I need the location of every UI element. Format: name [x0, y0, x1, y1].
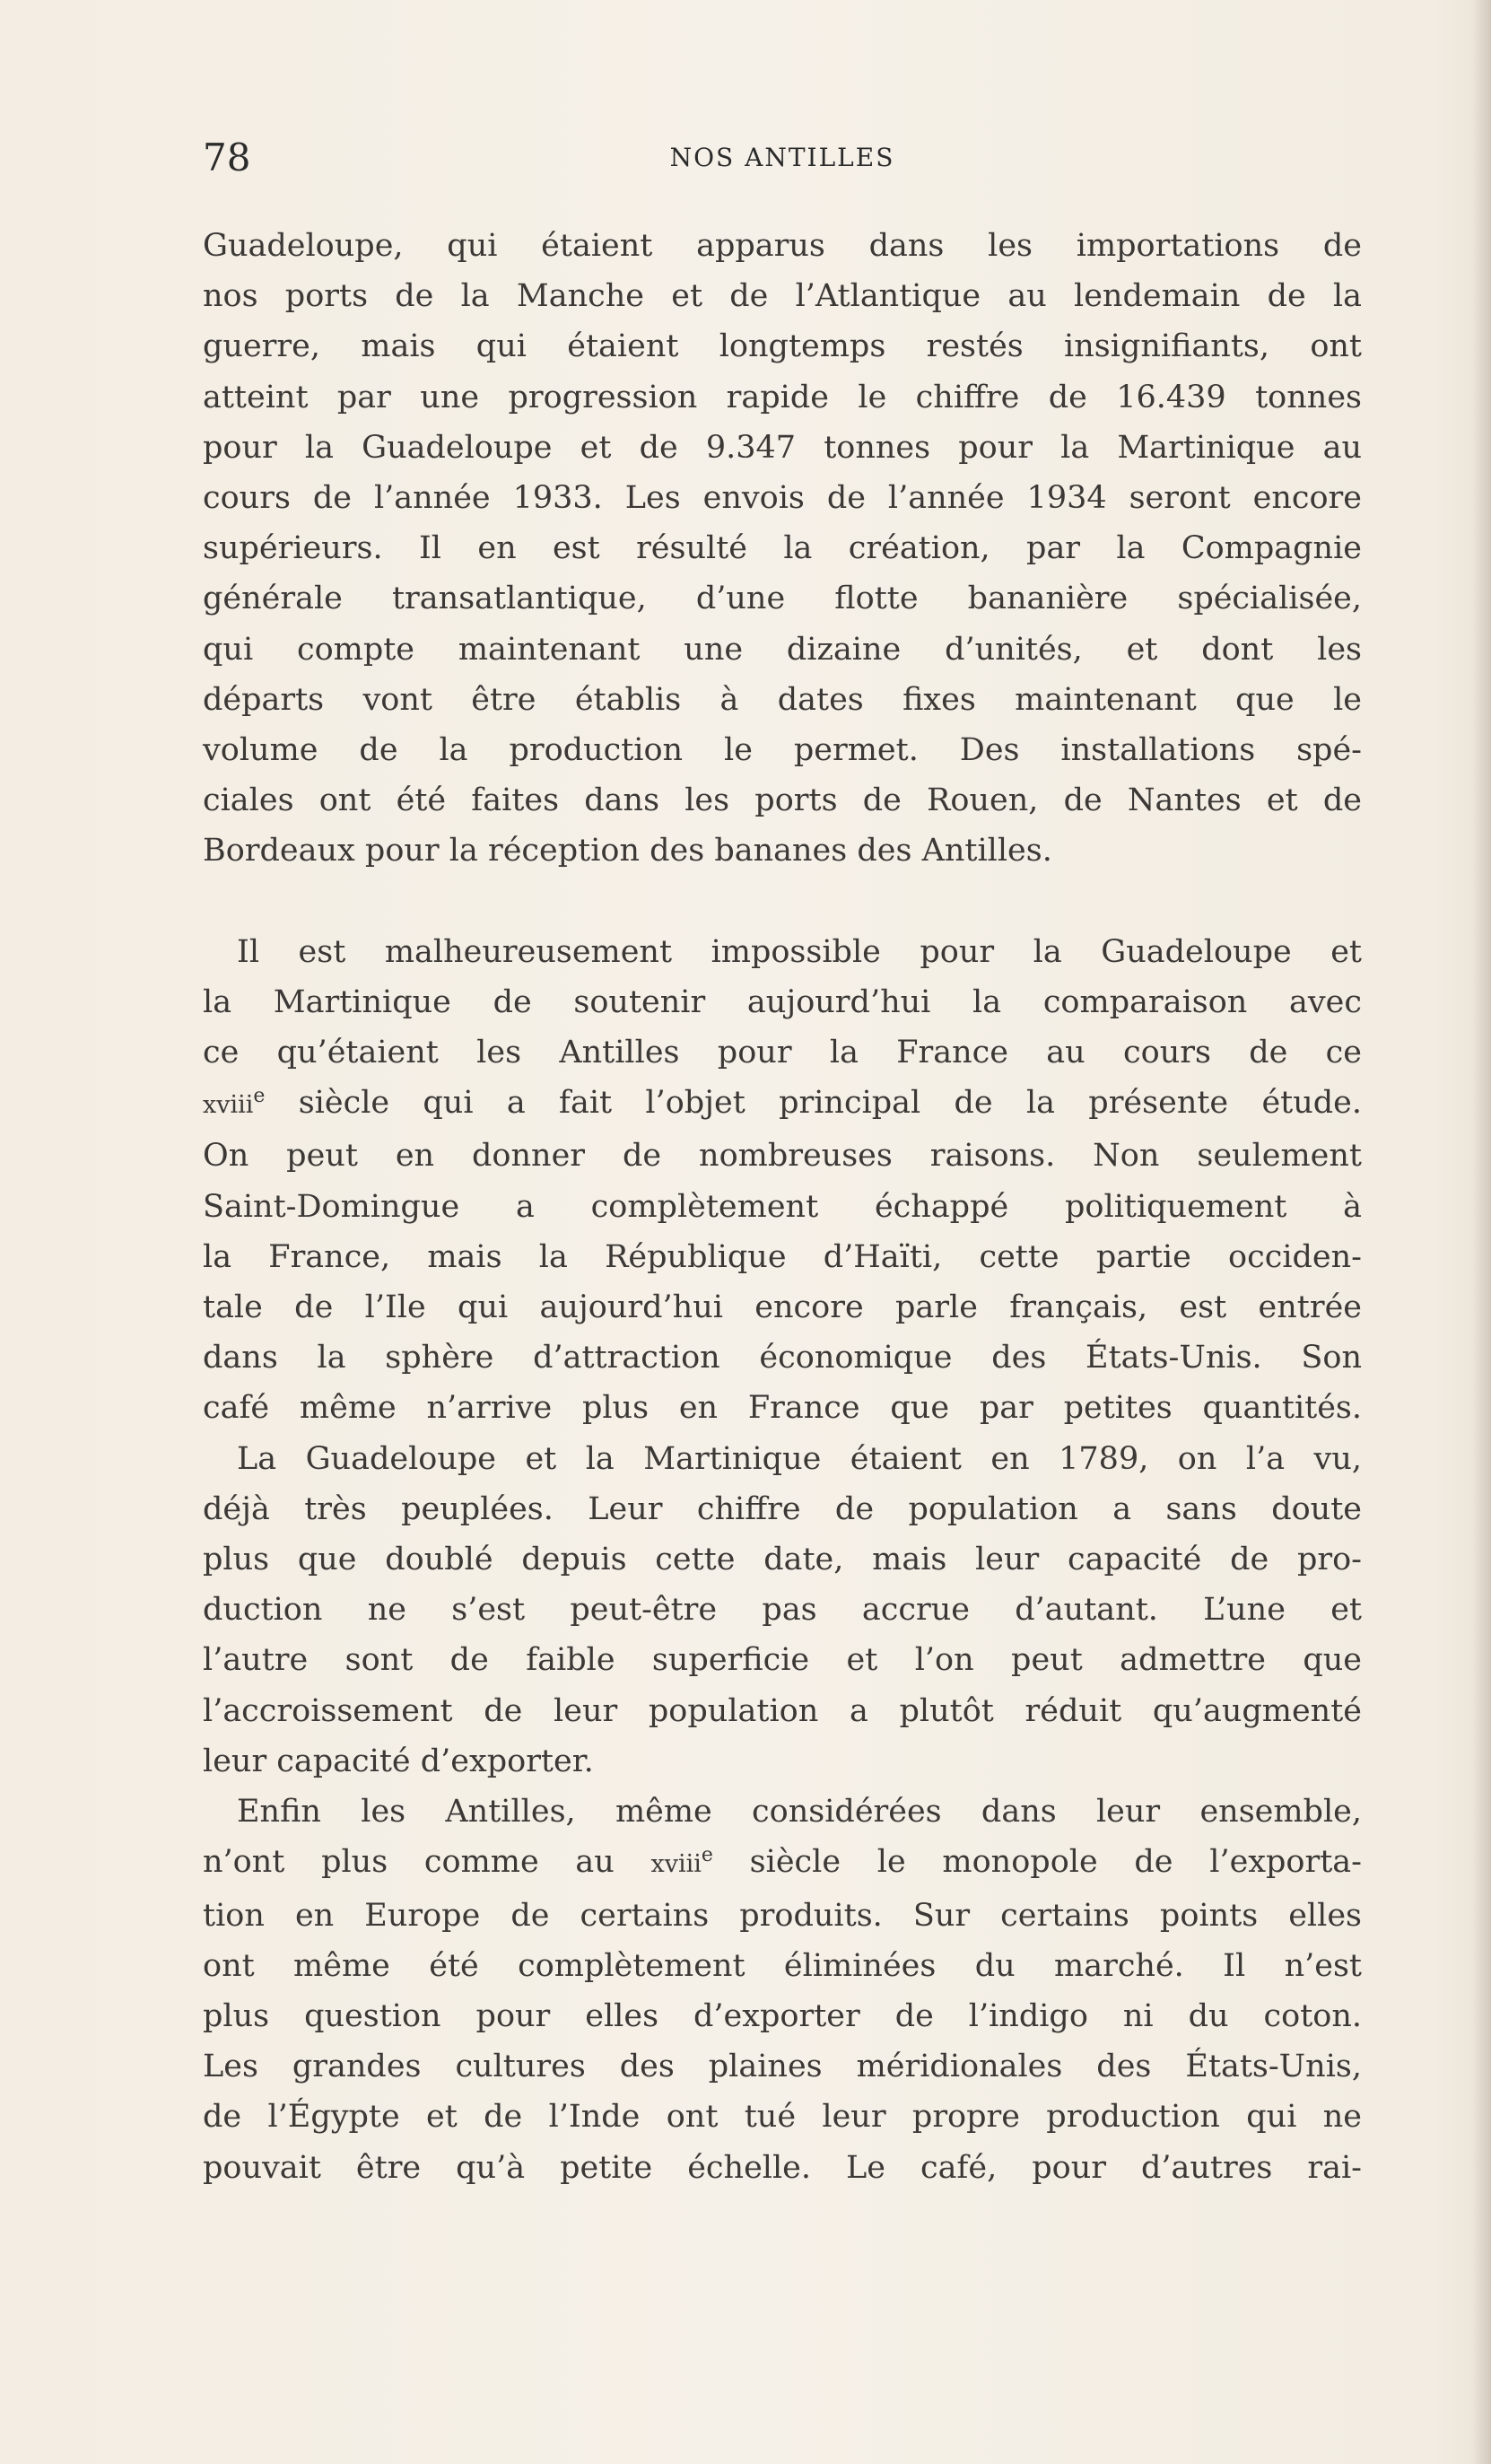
text-line: Saint-Domingue a complètement échappé politiquement à: [203, 1188, 1362, 1225]
body-text: [203, 221, 1362, 2193]
text-line: de l’Égypte et de l’Inde ont tué leur propre production qui ne: [203, 2099, 1362, 2136]
century-suffix: e: [701, 1844, 713, 1867]
text-line: départs vont être établis à dates fixes maintenant que le: [203, 681, 1362, 718]
page-edge-shadow: [1471, 0, 1491, 2464]
text-line-rest: siècle le monopole de l’exporta-: [712, 1844, 1362, 1881]
page-number: 78: [203, 135, 251, 179]
page-header: [203, 131, 1362, 185]
text-line: leur capacité d’exporter.: [203, 1743, 594, 1779]
section-gap: [203, 877, 1362, 927]
text-line: ciales ont été faites dans les ports de Rouen, de Nantes et de: [203, 782, 1362, 819]
text-line-start: n’ont plus comme au: [203, 1844, 651, 1881]
text-line: Guadeloupe, qui étaient apparus dans les importations de: [203, 228, 1362, 264]
century-numeral: xviii: [203, 1091, 254, 1120]
text-line-content: Enfin les Antilles, même considérées dans leur ensemble,: [237, 1794, 1362, 1831]
text-line: la Martinique de soutenir aujourd’hui la comparaison avec: [203, 983, 1362, 1020]
text-line: [203, 1787, 1362, 1837]
text-line: pouvait être qu’à petite échelle. Le café, pour d’autres rai-: [203, 2149, 1362, 2186]
century-numeral: xviii: [650, 1850, 702, 1879]
text-line: guerre, mais qui étaient longtemps restés insignifiants, ont: [203, 328, 1362, 365]
text-line: Les grandes cultures des plaines méridionales des États-Unis,: [203, 2049, 1362, 2085]
text-line: l’accroissement de leur population a plutôt réduit qu’augmenté: [203, 1692, 1362, 1729]
text-line-rest: siècle qui a fait l’objet principal de la présente étude.: [265, 1085, 1362, 1122]
text-line: tion en Europe de certains produits. Sur certains points elles: [203, 1897, 1362, 1934]
text-line-content: La Guadeloupe et la Martinique étaient en 1789, on l’a vu,: [237, 1440, 1362, 1477]
text-line: [203, 927, 1362, 977]
text-line-content: Il est malheureusement impossible pour la Guadeloupe et: [237, 933, 1362, 970]
text-line: duction ne s’est peut-être pas accrue d’autant. L’une et: [203, 1592, 1362, 1629]
century-suffix: e: [253, 1085, 266, 1108]
text-line-century: [203, 1837, 1362, 1890]
text-line: l’autre sont de faible superficie et l’on peut admettre que: [203, 1642, 1362, 1679]
text-line: cours de l’année 1933. Les envois de l’année 1934 seront encore: [203, 480, 1362, 517]
text-line: tale de l’Ile qui aujourd’hui encore parle français, est entrée: [203, 1289, 1362, 1326]
text-line: la France, mais la République d’Haïti, cette partie occiden-: [203, 1238, 1362, 1275]
text-line: pour la Guadeloupe et de 9.347 tonnes pour la Martinique au: [203, 429, 1362, 466]
text-line-century: [203, 1078, 1362, 1131]
text-line: nos ports de la Manche et de l’Atlantique au lendemain de la: [203, 278, 1362, 315]
text-line: qui compte maintenant une dizaine d’unités, et dont les: [203, 631, 1362, 668]
text-line: On peut en donner de nombreuses raisons. Non seulement: [203, 1138, 1362, 1175]
text-line: ce qu’étaient les Antilles pour la France au cours de ce: [203, 1035, 1362, 1071]
text-line: [203, 1434, 1362, 1484]
running-title: NOS ANTILLES: [669, 143, 895, 172]
text-line: volume de la production le permet. Des installations spé-: [203, 732, 1362, 769]
text-line: café même n’arrive plus en France que par petites quantités.: [203, 1390, 1362, 1427]
text-line: dans la sphère d’attraction économique des États-Unis. Son: [203, 1340, 1362, 1376]
text-line: ont même été complètement éliminées du marché. Il n’est: [203, 1947, 1362, 1984]
text-line: générale transatlantique, d’une flotte bananière spécialisée,: [203, 581, 1362, 617]
text-line: plus question pour elles d’exporter de l’indigo ni du coton.: [203, 1997, 1362, 2034]
text-line: Bordeaux pour la réception des bananes des Antilles.: [203, 833, 1052, 869]
text-line: atteint par une progression rapide le chiffre de 16.439 tonnes: [203, 379, 1362, 415]
text-line: supérieurs. Il en est résulté la création, par la Compagnie: [203, 530, 1362, 567]
text-line: déjà très peuplées. Leur chiffre de population a sans doute: [203, 1490, 1362, 1527]
text-line: plus que doublé depuis cette date, mais leur capacité de pro-: [203, 1542, 1362, 1578]
